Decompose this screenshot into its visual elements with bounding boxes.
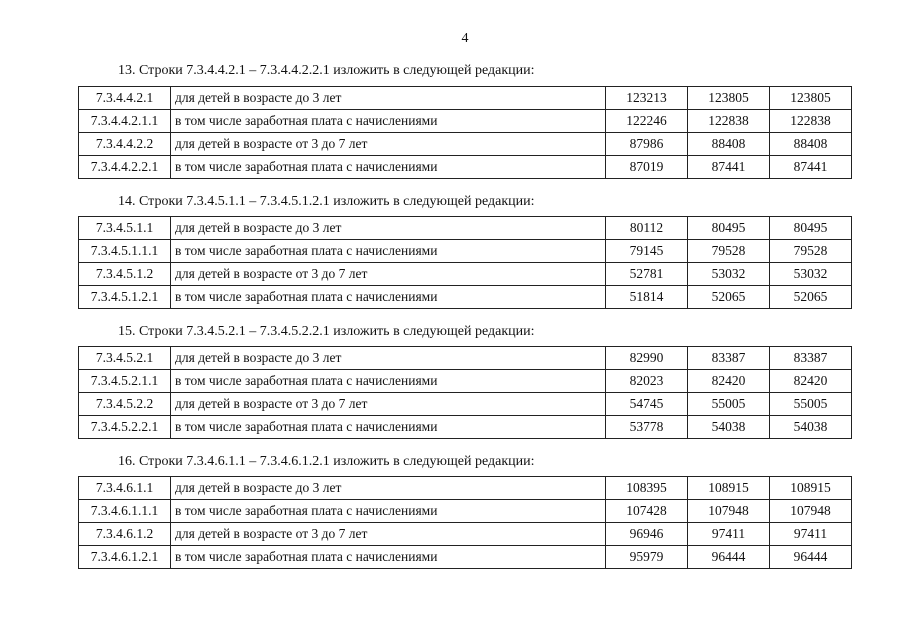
row-value-1: 54745: [606, 393, 688, 416]
row-description: для детей в возрасте до 3 лет: [171, 217, 606, 240]
section-heading: 16. Строки 7.3.4.6.1.1 – 7.3.4.6.1.2.1 изложить в следующей редакции:: [118, 454, 535, 469]
row-value-3: 79528: [770, 240, 852, 263]
row-value-1: 79145: [606, 240, 688, 263]
row-description: для детей в возрасте от 3 до 7 лет: [171, 263, 606, 286]
row-code: 7.3.4.5.1.1: [79, 217, 171, 240]
row-value-1: 82023: [606, 370, 688, 393]
row-value-3: 88408: [770, 133, 852, 156]
row-description: в том числе заработная плата с начислениями: [171, 156, 606, 179]
row-description: в том числе заработная плата с начислениями: [171, 546, 606, 569]
row-code: 7.3.4.4.2.2.1: [79, 156, 171, 179]
row-value-1: 51814: [606, 286, 688, 309]
amendment-table: [78, 346, 852, 439]
amendment-table: [78, 86, 852, 179]
row-value-3: 108915: [770, 477, 852, 500]
table-row: [79, 500, 852, 523]
row-code: 7.3.4.5.2.2.1: [79, 416, 171, 439]
row-value-1: 122246: [606, 110, 688, 133]
row-description: в том числе заработная плата с начислениями: [171, 286, 606, 309]
table-row: [79, 370, 852, 393]
section-heading: 13. Строки 7.3.4.4.2.1 – 7.3.4.4.2.2.1 изложить в следующей редакции:: [118, 63, 535, 78]
row-description: в том числе заработная плата с начислениями: [171, 240, 606, 263]
row-value-3: 53032: [770, 263, 852, 286]
row-code: 7.3.4.4.2.1.1: [79, 110, 171, 133]
row-value-1: 80112: [606, 217, 688, 240]
row-value-3: 107948: [770, 500, 852, 523]
row-value-3: 87441: [770, 156, 852, 179]
row-value-1: 82990: [606, 347, 688, 370]
page-number: 4: [461, 31, 469, 46]
row-code: 7.3.4.5.1.2: [79, 263, 171, 286]
row-value-2: 55005: [688, 393, 770, 416]
table-row: [79, 217, 852, 240]
row-code: 7.3.4.4.2.2: [79, 133, 171, 156]
row-value-1: 52781: [606, 263, 688, 286]
row-description: для детей в возрасте до 3 лет: [171, 87, 606, 110]
table-row: [79, 416, 852, 439]
row-description: для детей в возрасте от 3 до 7 лет: [171, 523, 606, 546]
row-value-2: 83387: [688, 347, 770, 370]
row-value-3: 96444: [770, 546, 852, 569]
row-value-2: 80495: [688, 217, 770, 240]
table-row: [79, 393, 852, 416]
row-code: 7.3.4.6.1.2.1: [79, 546, 171, 569]
row-value-2: 88408: [688, 133, 770, 156]
table-row: [79, 546, 852, 569]
row-code: 7.3.4.5.2.1: [79, 347, 171, 370]
table-row: [79, 133, 852, 156]
row-value-1: 96946: [606, 523, 688, 546]
table-row: [79, 263, 852, 286]
row-code: 7.3.4.5.1.1.1: [79, 240, 171, 263]
row-value-2: 52065: [688, 286, 770, 309]
row-description: для детей в возрасте до 3 лет: [171, 347, 606, 370]
row-value-2: 96444: [688, 546, 770, 569]
row-code: 7.3.4.4.2.1: [79, 87, 171, 110]
row-code: 7.3.4.6.1.2: [79, 523, 171, 546]
table-row: [79, 87, 852, 110]
table-row: [79, 347, 852, 370]
row-description: в том числе заработная плата с начислениями: [171, 370, 606, 393]
table-row: [79, 477, 852, 500]
row-value-2: 107948: [688, 500, 770, 523]
row-description: в том числе заработная плата с начислениями: [171, 500, 606, 523]
row-description: для детей в возрасте до 3 лет: [171, 477, 606, 500]
row-value-2: 53032: [688, 263, 770, 286]
row-code: 7.3.4.5.2.1.1: [79, 370, 171, 393]
row-description: для детей в возрасте от 3 до 7 лет: [171, 133, 606, 156]
row-value-1: 53778: [606, 416, 688, 439]
row-value-3: 83387: [770, 347, 852, 370]
row-value-2: 79528: [688, 240, 770, 263]
row-value-2: 82420: [688, 370, 770, 393]
row-value-3: 123805: [770, 87, 852, 110]
row-value-2: 87441: [688, 156, 770, 179]
row-value-3: 54038: [770, 416, 852, 439]
table-row: [79, 286, 852, 309]
row-value-2: 123805: [688, 87, 770, 110]
row-value-2: 54038: [688, 416, 770, 439]
row-description: в том числе заработная плата с начислениями: [171, 416, 606, 439]
row-code: 7.3.4.6.1.1: [79, 477, 171, 500]
row-value-1: 95979: [606, 546, 688, 569]
row-value-2: 97411: [688, 523, 770, 546]
amendment-table: [78, 216, 852, 309]
row-value-3: 97411: [770, 523, 852, 546]
row-value-3: 52065: [770, 286, 852, 309]
row-value-1: 107428: [606, 500, 688, 523]
row-value-1: 108395: [606, 477, 688, 500]
amendment-table: [78, 476, 852, 569]
row-value-3: 122838: [770, 110, 852, 133]
row-code: 7.3.4.5.1.2.1: [79, 286, 171, 309]
row-value-2: 122838: [688, 110, 770, 133]
row-description: в том числе заработная плата с начислениями: [171, 110, 606, 133]
row-value-1: 123213: [606, 87, 688, 110]
row-value-3: 82420: [770, 370, 852, 393]
row-description: для детей в возрасте от 3 до 7 лет: [171, 393, 606, 416]
section-heading: 14. Строки 7.3.4.5.1.1 – 7.3.4.5.1.2.1 изложить в следующей редакции:: [118, 194, 535, 209]
row-code: 7.3.4.5.2.2: [79, 393, 171, 416]
table-row: [79, 156, 852, 179]
row-value-2: 108915: [688, 477, 770, 500]
row-code: 7.3.4.6.1.1.1: [79, 500, 171, 523]
table-row: [79, 240, 852, 263]
table-row: [79, 110, 852, 133]
section-heading: 15. Строки 7.3.4.5.2.1 – 7.3.4.5.2.2.1 изложить в следующей редакции:: [118, 324, 535, 339]
row-value-1: 87019: [606, 156, 688, 179]
row-value-3: 80495: [770, 217, 852, 240]
row-value-3: 55005: [770, 393, 852, 416]
row-value-1: 87986: [606, 133, 688, 156]
table-row: [79, 523, 852, 546]
